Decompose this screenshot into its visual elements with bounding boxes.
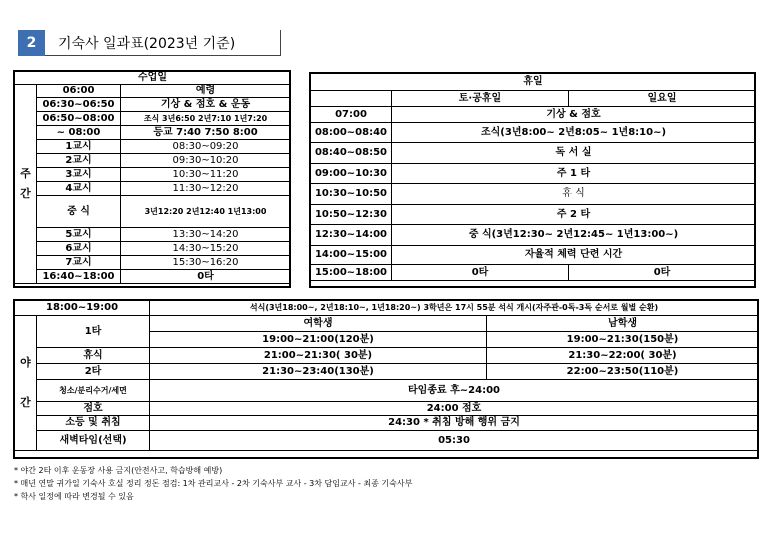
section-header <box>18 30 281 56</box>
weekday-time: 06:30~06:50 <box>37 98 121 112</box>
holiday-corner <box>311 91 392 107</box>
weekday-time: 06:50~08:00 <box>37 112 121 126</box>
weekday-activity: 10:30~11:20 <box>121 168 291 182</box>
holiday-activity: 휴 식 <box>392 184 756 205</box>
night-clean-text: 타임종료 후~24:00 <box>150 380 759 402</box>
night-dawn-label: 새벽타임(선택) <box>37 431 150 451</box>
holiday-activity: 중 식(3년12:30~ 2년12:45~ 1년13:00~) <box>392 225 756 246</box>
weekday-activity: 14:30~15:20 <box>121 242 291 256</box>
holiday-time: 14:00~15:00 <box>311 246 392 265</box>
weekday-time: 중 식 <box>37 196 121 228</box>
night-rest-men: 21:30~22:00( 30분) <box>487 348 759 364</box>
holiday-time: 10:50~12:30 <box>311 205 392 225</box>
weekday-activity: 예령 <box>121 85 291 98</box>
holiday-time: 07:00 <box>311 107 392 123</box>
night-lights-label: 소등 및 취침 <box>37 416 150 431</box>
holiday-col-sat: 토·공휴일 <box>392 91 569 107</box>
holiday-activity: 자율적 체력 단련 시간 <box>392 246 756 265</box>
weekday-side-label: 주 간 <box>15 85 37 284</box>
holiday-activity: 주 1 타 <box>392 164 756 184</box>
night-second-women: 21:30~23:40(130분) <box>150 364 487 380</box>
weekday-activity: 13:30~14:20 <box>121 228 291 242</box>
holiday-activity: 기상 & 점호 <box>392 107 756 123</box>
section-title: 기숙사 일과표(2023년 기준) <box>58 36 236 52</box>
night-dinner-time: 18:00~19:00 <box>15 301 150 316</box>
weekday-activity: 3년12:20 2년12:40 1년13:00 <box>121 196 291 228</box>
weekday-time: 2교시 <box>37 154 121 168</box>
weekday-activity: 09:30~10:20 <box>121 154 291 168</box>
weekday-activity: 등교 7:40 7:50 8:00 <box>121 126 291 140</box>
section-number: 2 <box>18 30 45 56</box>
holiday-time: 09:00~10:30 <box>311 164 392 184</box>
holiday-title: 휴일 <box>311 74 756 91</box>
footnote: * 학사 일정에 따라 변경될 수 있음 <box>14 492 134 501</box>
night-rest-label: 휴식 <box>37 348 150 364</box>
weekday-activity: 08:30~09:20 <box>121 140 291 154</box>
holiday-last-sat: 0타 <box>392 265 569 281</box>
night-first-label: 1타 <box>37 316 150 348</box>
night-first-women: 19:00~21:00(120분) <box>150 332 487 348</box>
holiday-activity: 주 2 타 <box>392 205 756 225</box>
night-side-label: 야 간 <box>15 316 37 451</box>
weekday-time: 4교시 <box>37 182 121 196</box>
holiday-col-sun: 일요일 <box>569 91 756 107</box>
holiday-time: 08:40~08:50 <box>311 143 392 164</box>
night-rollcall-text: 24:00 점호 <box>150 402 759 416</box>
night-table <box>14 300 759 451</box>
weekday-time: 6교시 <box>37 242 121 256</box>
night-dawn-text: 05:30 <box>150 431 759 451</box>
night-rollcall-label: 점호 <box>37 402 150 416</box>
holiday-time: 10:30~10:50 <box>311 184 392 205</box>
holiday-activity: 조식(3년8:00~ 2년8:05~ 1년8:10~) <box>392 123 756 143</box>
weekday-table <box>14 71 291 284</box>
weekday-activity: 15:30~16:20 <box>121 256 291 270</box>
footnote: * 야간 2타 이후 운동장 사용 금지(안전사고, 학습방해 예방) <box>14 466 223 475</box>
weekday-title: 수업일 <box>15 72 291 85</box>
holiday-time: 15:00~18:00 <box>311 265 392 281</box>
weekday-activity: 조식 3년6:50 2년7:10 1년7:20 <box>121 112 291 126</box>
holiday-time: 08:00~08:40 <box>311 123 392 143</box>
weekday-time: 16:40~18:00 <box>37 270 121 284</box>
night-women-header: 여학생 <box>150 316 487 332</box>
holiday-activity: 독 서 실 <box>392 143 756 164</box>
weekday-time: ~ 08:00 <box>37 126 121 140</box>
night-second-men: 22:00~23:50(110분) <box>487 364 759 380</box>
weekday-time: 06:00 <box>37 85 121 98</box>
footnotes <box>14 464 412 503</box>
weekday-time: 3교시 <box>37 168 121 182</box>
night-first-men: 19:00~21:30(150분) <box>487 332 759 348</box>
holiday-last-sun: 0타 <box>569 265 756 281</box>
weekday-activity: 0타 <box>121 270 291 284</box>
footnote: * 매년 연말 귀가일 기숙사 호실 정리 정돈 점검: 1차 관리교사 - 2차 기숙사부 교사 - 3차 담임교사 - 최종 기숙사부 <box>14 479 413 488</box>
weekday-activity: 기상 & 점호 & 운동 <box>121 98 291 112</box>
night-dinner-text: 석식(3년18:00~, 2년18:10~, 1년18:20~) 3학년은 17시 55분 석식 개시(자주관-0독-3독 순서로 월별 순환) <box>150 301 759 316</box>
night-second-label: 2타 <box>37 364 150 380</box>
night-rest-women: 21:00~21:30( 30분) <box>150 348 487 364</box>
weekday-time: 5교시 <box>37 228 121 242</box>
night-men-header: 남학생 <box>487 316 759 332</box>
holiday-table <box>310 73 756 281</box>
weekday-time: 1교시 <box>37 140 121 154</box>
night-clean-label: 청소/분리수거/세면 <box>37 380 150 402</box>
night-lights-text: 24:30 * 취침 방해 행위 금지 <box>150 416 759 431</box>
weekday-activity: 11:30~12:20 <box>121 182 291 196</box>
weekday-time: 7교시 <box>37 256 121 270</box>
holiday-time: 12:30~14:00 <box>311 225 392 246</box>
